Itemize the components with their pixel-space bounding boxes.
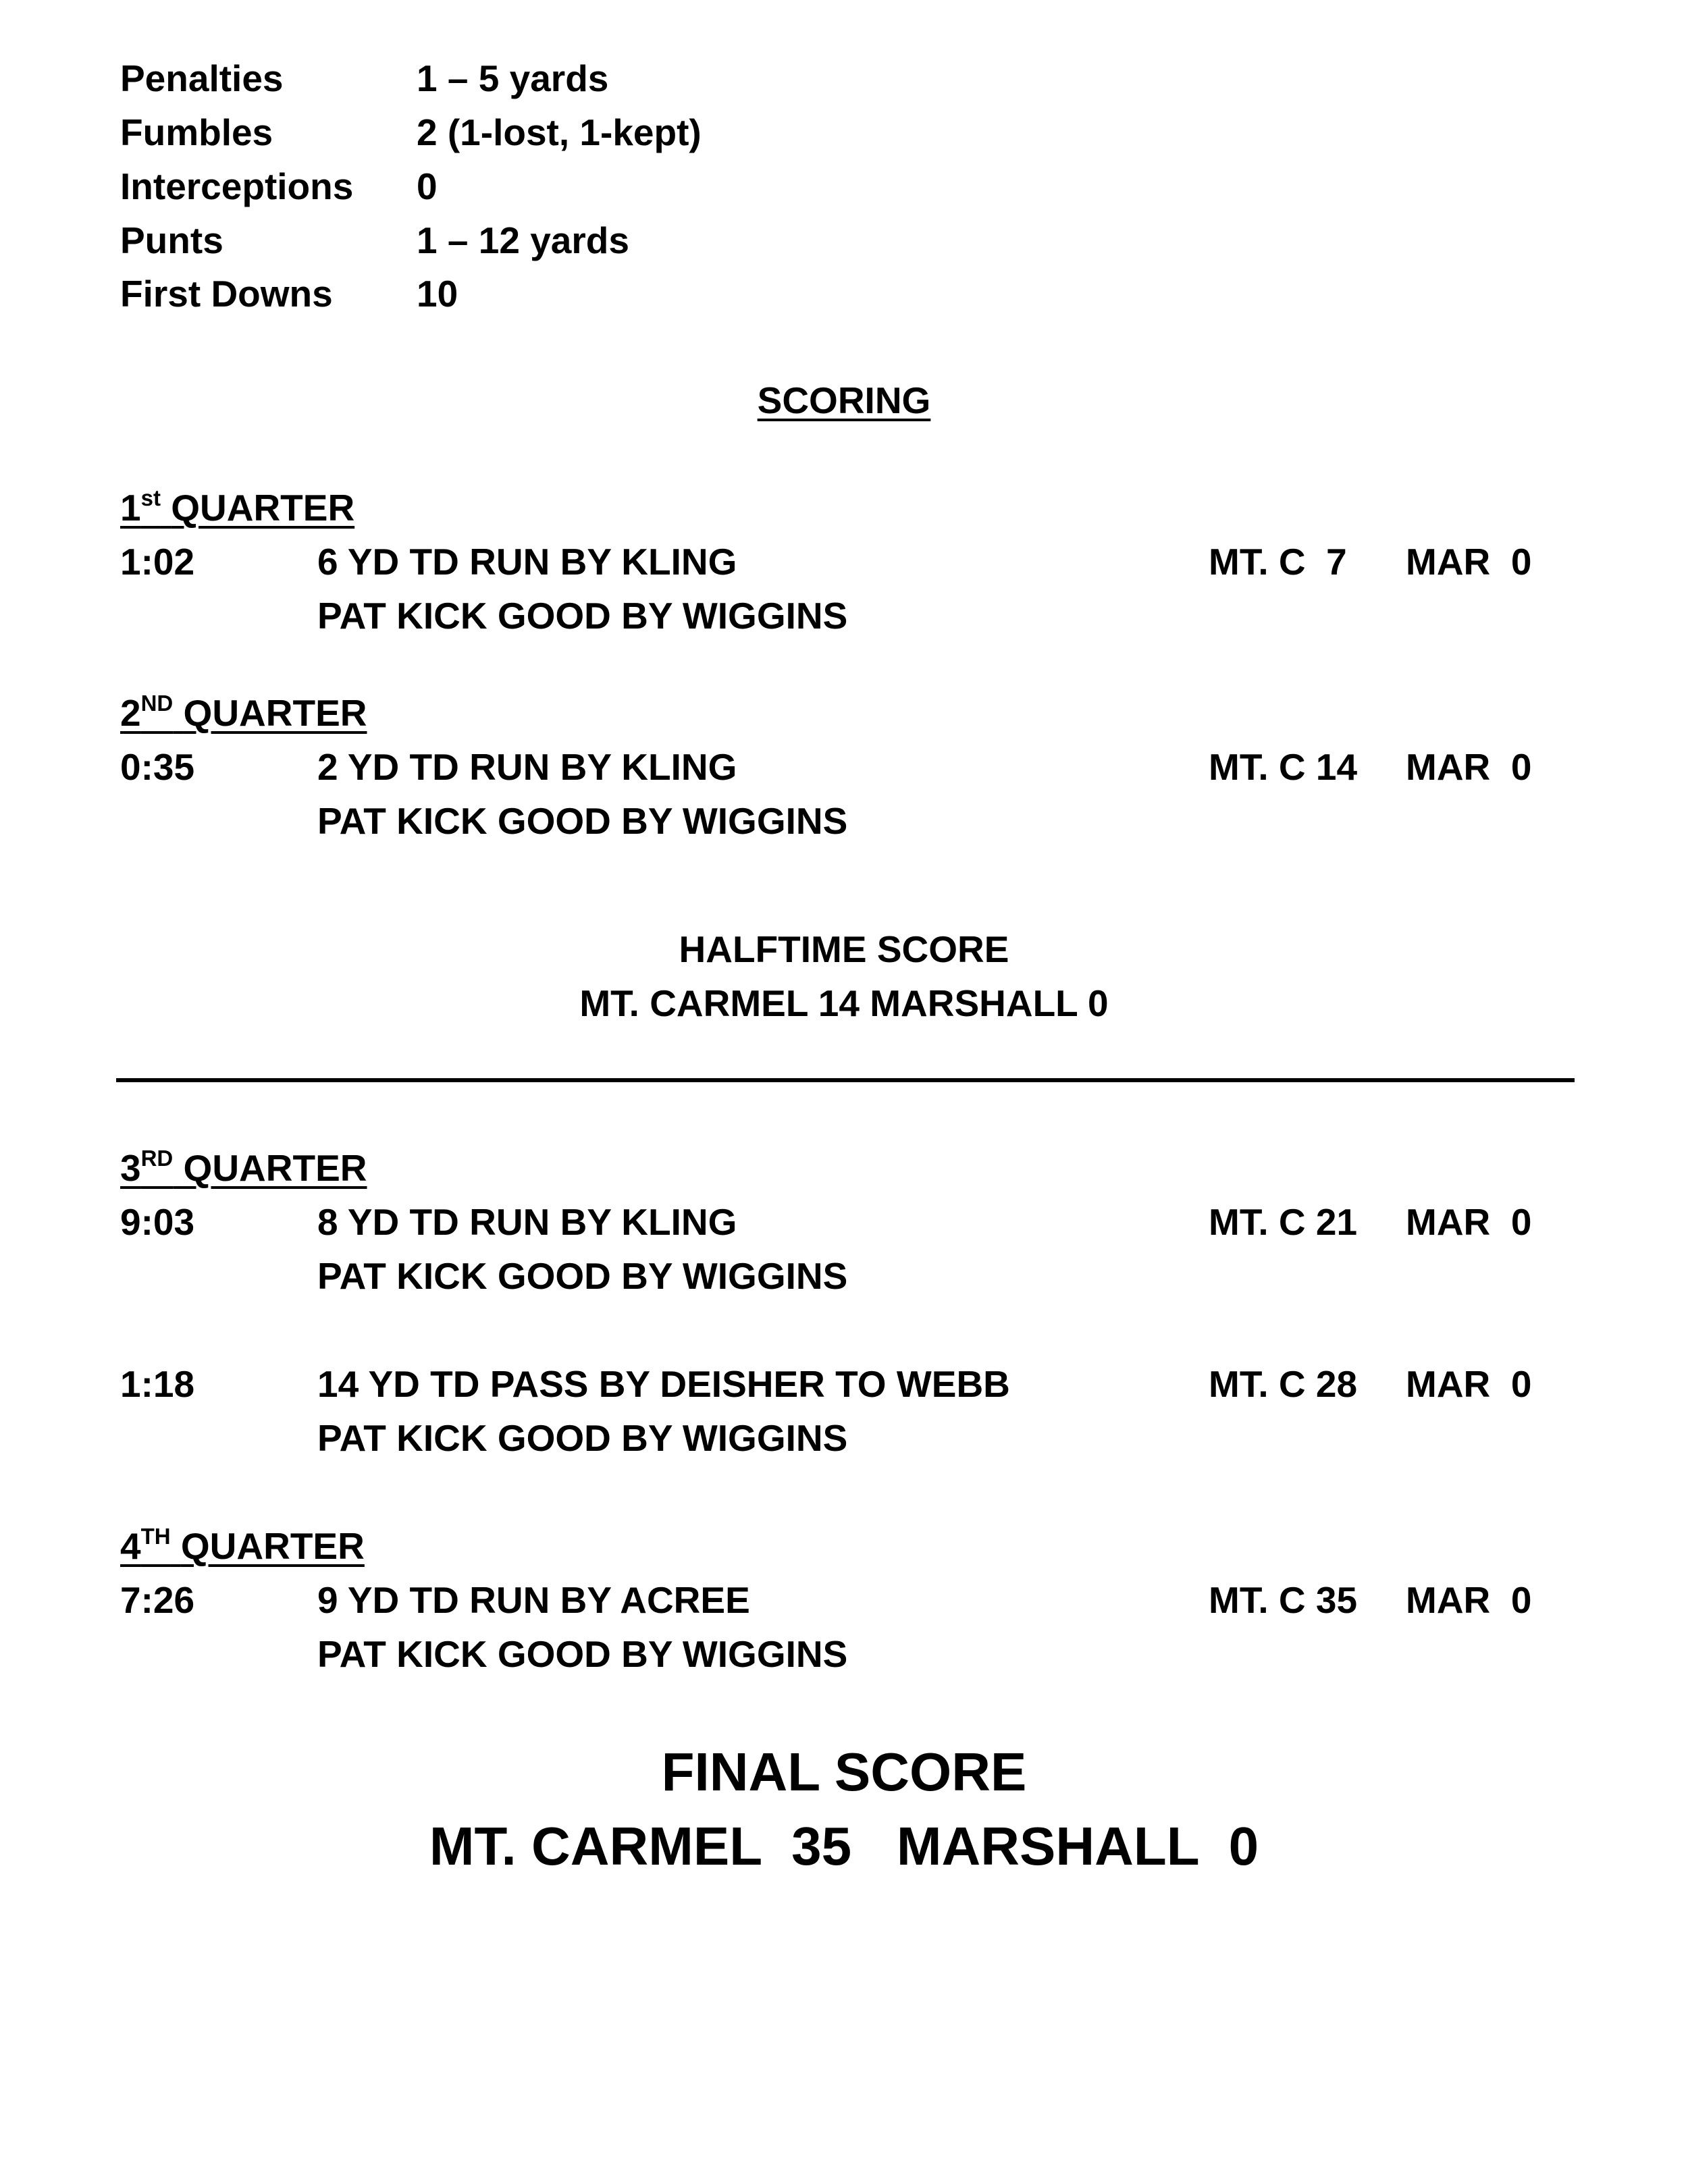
q3-play2-home-score: MT. C 28: [1209, 1363, 1358, 1405]
stat-value-punts: 1 – 12 yards: [417, 219, 629, 261]
stat-label-penalties: Penalties: [120, 57, 284, 99]
q3-play1-desc: 8 YD TD RUN BY KLING: [317, 1201, 737, 1243]
q2-home-score: MT. C 14: [1209, 746, 1358, 788]
q4-play-desc: 9 YD TD RUN BY ACREE: [317, 1579, 750, 1621]
stat-label-punts: Punts: [120, 219, 223, 261]
final-score: MT. CARMEL 35 MARSHALL 0: [429, 1816, 1259, 1876]
q3-play2-desc: 14 YD TD PASS BY DEISHER TO WEBB: [317, 1363, 1010, 1405]
q1-heading: 1st QUARTER: [120, 485, 355, 529]
q3-play1-pat: PAT KICK GOOD BY WIGGINS: [317, 1255, 848, 1297]
q4-pat: PAT KICK GOOD BY WIGGINS: [317, 1633, 848, 1675]
stat-value-fumbles: 2 (1-lost, 1-kept): [417, 111, 702, 153]
stat-value-penalties: 1 – 5 yards: [417, 57, 609, 99]
stat-label-first-downs: First Downs: [120, 273, 333, 315]
q3-play1-time: 9:03: [120, 1201, 195, 1243]
q2-away-score: MAR 0: [1406, 746, 1532, 788]
stat-value-interceptions: 0: [417, 165, 438, 207]
stat-label-interceptions: Interceptions: [120, 165, 354, 207]
divider-rule: [116, 1078, 1575, 1082]
q1-pat: PAT KICK GOOD BY WIGGINS: [317, 595, 848, 637]
q1-play-time: 1:02: [120, 541, 195, 583]
q2-heading: 2ND QUARTER: [120, 691, 367, 734]
final-title: FINAL SCORE: [661, 1742, 1027, 1802]
q1-away-score: MAR 0: [1406, 541, 1532, 583]
q1-home-score: MT. C 7: [1209, 541, 1347, 583]
q2-pat: PAT KICK GOOD BY WIGGINS: [317, 800, 848, 842]
halftime-score: MT. CARMEL 14 MARSHALL 0: [579, 982, 1109, 1024]
q4-play-time: 7:26: [120, 1579, 195, 1621]
q3-play2-away-score: MAR 0: [1406, 1363, 1532, 1405]
scoring-heading: SCORING: [757, 379, 931, 421]
q3-play2-pat: PAT KICK GOOD BY WIGGINS: [317, 1417, 848, 1459]
q3-heading: 3RD QUARTER: [120, 1146, 367, 1189]
q1-play-desc: 6 YD TD RUN BY KLING: [317, 541, 737, 583]
q4-home-score: MT. C 35: [1209, 1579, 1358, 1621]
q4-heading: 4TH QUARTER: [120, 1524, 365, 1567]
q3-play2-time: 1:18: [120, 1363, 195, 1405]
q3-play1-away-score: MAR 0: [1406, 1201, 1532, 1243]
q2-play-time: 0:35: [120, 746, 195, 788]
q2-play-desc: 2 YD TD RUN BY KLING: [317, 746, 737, 788]
halftime-title: HALFTIME SCORE: [679, 928, 1009, 970]
q4-away-score: MAR 0: [1406, 1579, 1532, 1621]
stat-value-first-downs: 10: [417, 273, 458, 315]
stat-label-fumbles: Fumbles: [120, 111, 273, 153]
q3-play1-home-score: MT. C 21: [1209, 1201, 1358, 1243]
